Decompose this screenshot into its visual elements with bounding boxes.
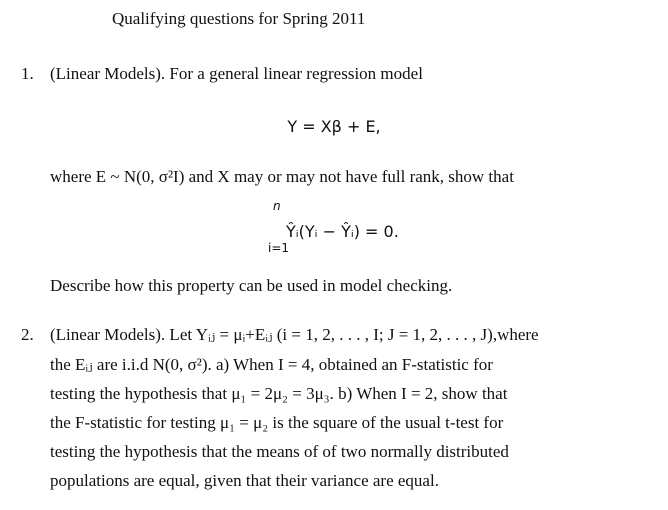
page-title: Qualifying questions for Spring 2011 xyxy=(112,9,366,28)
q2-line-3: testing the hypothesis that μ₁ = 2μ₂ = 3μ₃. b) When I = 2, show that xyxy=(50,384,508,403)
q1-condition-text: where E ~ N(0, σ²I) and X may or may not have full rank, show that xyxy=(50,167,514,186)
q2-line-6: populations are equal, given that their variance are equal. xyxy=(50,471,439,490)
q1-heading: (Linear Models). For a general linear regression model xyxy=(50,64,423,83)
q2-line-4: the F-statistic for testing μ₁ = μ₂ is the square of the usual t-test for xyxy=(50,413,504,432)
q1-model-equation: Y = Xβ + E, xyxy=(287,117,381,136)
q1-sum-expression: Ŷᵢ(Yᵢ − Ŷᵢ) = 0. xyxy=(286,222,399,241)
q1-number: 1. xyxy=(21,64,34,83)
q2-line-2: the Eᵢⱼ are i.i.d N(0, σ²). a) When I = 4, obtained an F-statistic for xyxy=(50,355,493,374)
sum-upper-limit: n xyxy=(273,199,281,213)
sum-lower-limit: i=1 xyxy=(268,241,290,255)
q2-line-1: (Linear Models). Let Yᵢⱼ = μᵢ+Eᵢⱼ (i = 1, 2, . . . , I; J = 1, 2, . . . , J),where xyxy=(50,325,539,344)
q2-line-5: testing the hypothesis that the means of of two normally distributed xyxy=(50,442,509,461)
q2-number: 2. xyxy=(21,325,34,344)
q1-describe: Describe how this property can be used in model checking. xyxy=(50,276,453,295)
